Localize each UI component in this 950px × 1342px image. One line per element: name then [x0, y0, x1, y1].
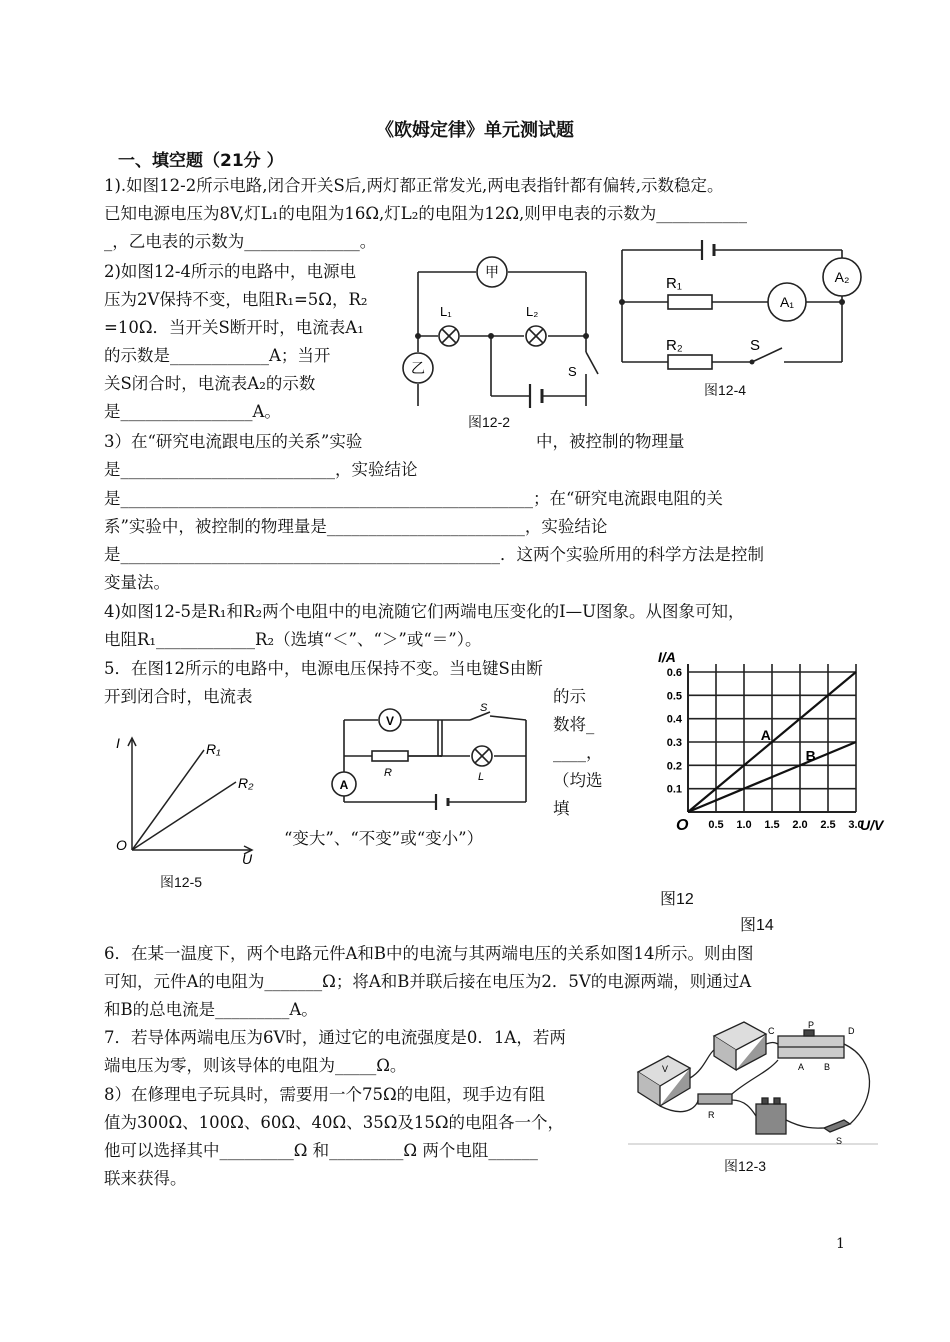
apparatus-label-b: B — [824, 1062, 831, 1072]
q3-line5: 是______________________________________________．这两个实验所用的科学方法是控制 — [104, 545, 764, 564]
figure-12-4-circuit — [616, 240, 866, 380]
apparatus-label-d: D — [848, 1026, 855, 1036]
q8-line3: 他可以选择其中_________Ω 和_________Ω 两个电阻______ — [104, 1141, 538, 1160]
q5-line1: 5．在图12所示的电路中，电源电压保持不变。当电键S由断 — [104, 659, 543, 678]
q1-line3: _，乙电表的示数为______________。 — [104, 232, 377, 251]
q2-line5: 关S闭合时，电流表A₂的示数 — [104, 374, 316, 393]
q6-line3: 和B的总电流是_________A。 — [104, 1000, 318, 1019]
q8-line1: 8）在修理电子玩具时，需要用一个75Ω的电阻，现手边有阻 — [104, 1085, 546, 1104]
x-tick-label: 3.0 — [848, 819, 864, 831]
x-tick-label: 1.0 — [736, 819, 752, 831]
y-tick-label: 0.3 — [666, 737, 682, 749]
line-b-label: B — [805, 747, 816, 764]
q1-line2: 已知电源电压为8V,灯L₁的电阻为16Ω,灯L₂的电阻为12Ω,则甲电表的示数为___________ — [104, 204, 748, 223]
meter-yi-label: 乙 — [411, 360, 425, 376]
figure-12-5-caption: 图12-5 — [160, 874, 203, 890]
figure-14-chart — [656, 644, 906, 834]
figure-12-3-apparatus — [628, 1020, 878, 1150]
q6-line2: 可知，元件A的电阻为_______Ω；将A和B并联后接在电压为2．5V的电源两端，则通过A — [104, 972, 752, 991]
figure-12-caption: 图12 — [660, 891, 694, 908]
apparatus-label-v: V — [662, 1064, 669, 1074]
page-title: 《欧姆定律》单元测试题 — [376, 120, 574, 141]
y-tick-label: 0.4 — [666, 713, 682, 726]
q3-line1b: 中，被控制的物理量 — [536, 432, 685, 451]
q2-line4: 的示数是____________A；当开 — [104, 346, 331, 365]
r1-label: R₁ — [666, 275, 682, 292]
q3-line4: 系”实验中，被控制的物理量是________________________，实验结论 — [104, 517, 608, 536]
q4-line1: 4)如图12-5是R₁和R₂两个电阻中的电流随它们两端电压变化的I—U图象。从图象可知， — [104, 602, 745, 621]
apparatus-label-a: A — [798, 1062, 805, 1072]
q2-line1: 2)如图12-4所示的电路中，电源电 — [104, 262, 357, 281]
q3-line1a: 3）在“研究电流跟电压的关系”实验 — [104, 432, 363, 451]
apparatus-label-s: S — [836, 1136, 843, 1146]
resistor-label: R — [384, 767, 392, 779]
page-number: 1 — [836, 1236, 845, 1252]
q2-line3: =10Ω．当开关S断开时，电流表A₁ — [104, 318, 364, 337]
q5-line3: 数将_ — [553, 715, 595, 734]
q3-line3: 是__________________________________________________；在“研究电流跟电阻的关 — [104, 489, 723, 508]
figure-12-circuit — [330, 704, 540, 814]
r2-label: R₂ — [666, 337, 683, 354]
y-tick-label: 0.1 — [666, 783, 682, 796]
q5-line2b: 的示 — [553, 687, 586, 706]
y-tick-label: 0.6 — [666, 667, 682, 679]
figure-12-5-graph — [112, 730, 262, 865]
q7-line1: 7．若导体两端电压为6V时，通过它的电流强度是0．1A，若两 — [104, 1028, 566, 1047]
switch-label: S — [568, 364, 577, 379]
ammeter-label: A — [339, 778, 349, 792]
lamp1-label: L₁ — [440, 304, 452, 319]
q5-line5: （均选 — [553, 771, 603, 790]
voltmeter-label: V — [385, 714, 395, 728]
q5-line4: ____， — [553, 743, 603, 762]
q5-line6: 填 — [553, 799, 570, 818]
figure-12-2-caption: 图12-2 — [468, 414, 511, 430]
figure-14-caption: 图14 — [740, 917, 774, 934]
y-tick-label: 0.2 — [666, 760, 682, 773]
q8-line2: 值为300Ω、100Ω、60Ω、40Ω、35Ω及15Ω的电阻各一个， — [104, 1113, 565, 1132]
q5-line7: “变大”、“不变”或“变小”） — [284, 829, 484, 848]
q3-line6: 变量法。 — [104, 573, 170, 592]
a2-label: A₂ — [834, 269, 850, 285]
line-a-label: A — [760, 727, 771, 743]
apparatus-label-r: R — [708, 1110, 715, 1120]
apparatus-label-c: C — [768, 1026, 775, 1036]
q1-line1: 1).如图12-2所示电路,闭合开关S后,两灯都正常发光,两电表指针都有偏转,示数稳定。 — [104, 176, 724, 195]
x-tick-label: 2.0 — [792, 819, 808, 831]
section-heading: 一、填空题（21分 ） — [118, 151, 284, 171]
q2-line6: 是________________A。 — [104, 402, 281, 421]
origin-label: O — [676, 817, 689, 834]
line-r2-label: R₂ — [238, 775, 254, 791]
a1-label: A₁ — [779, 294, 795, 310]
origin-label: O — [116, 837, 127, 853]
figure-12-3-caption: 图12-3 — [724, 1158, 767, 1174]
q6-line1: 6．在某一温度下，两个电路元件A和B中的电流与其两端电压的关系如图14所示。则由图 — [104, 944, 754, 963]
axis-u-label: U — [242, 851, 253, 867]
q3-line2: 是__________________________，实验结论 — [104, 460, 418, 479]
switch-label: S — [480, 702, 488, 714]
q2-line2: 压为2V保持不变，电阻R₁=5Ω，R₂ — [104, 290, 368, 309]
figure-12-2-circuit — [396, 256, 616, 436]
x-tick-label: 2.5 — [820, 819, 836, 831]
lamp2-label: L₂ — [526, 304, 539, 319]
q7-line2: 端电压为零，则该导体的电阻为_____Ω。 — [104, 1056, 407, 1075]
lamp-label: L — [478, 771, 485, 783]
y-tick-label: 0.5 — [666, 690, 682, 703]
q8-line4: 联来获得。 — [104, 1169, 187, 1188]
switch-label: S — [750, 337, 761, 354]
x-tick-label: 1.5 — [764, 819, 780, 831]
x-axis-label: U/V — [860, 817, 884, 833]
apparatus-label-p: P — [808, 1020, 815, 1030]
meter-jia-label: 甲 — [485, 264, 499, 280]
q5-line2a: 开到闭合时，电流表 — [104, 687, 253, 706]
figure-12-4-caption: 图12-4 — [704, 382, 747, 398]
y-axis-label: I/A — [658, 649, 676, 665]
axis-i-label: I — [116, 735, 120, 751]
line-r1-label: R₁ — [206, 741, 221, 757]
q4-line2: 电阻R₁____________R₂（选填“＜”、“＞”或“＝”）。 — [104, 630, 482, 649]
x-tick-label: 0.5 — [708, 819, 724, 831]
